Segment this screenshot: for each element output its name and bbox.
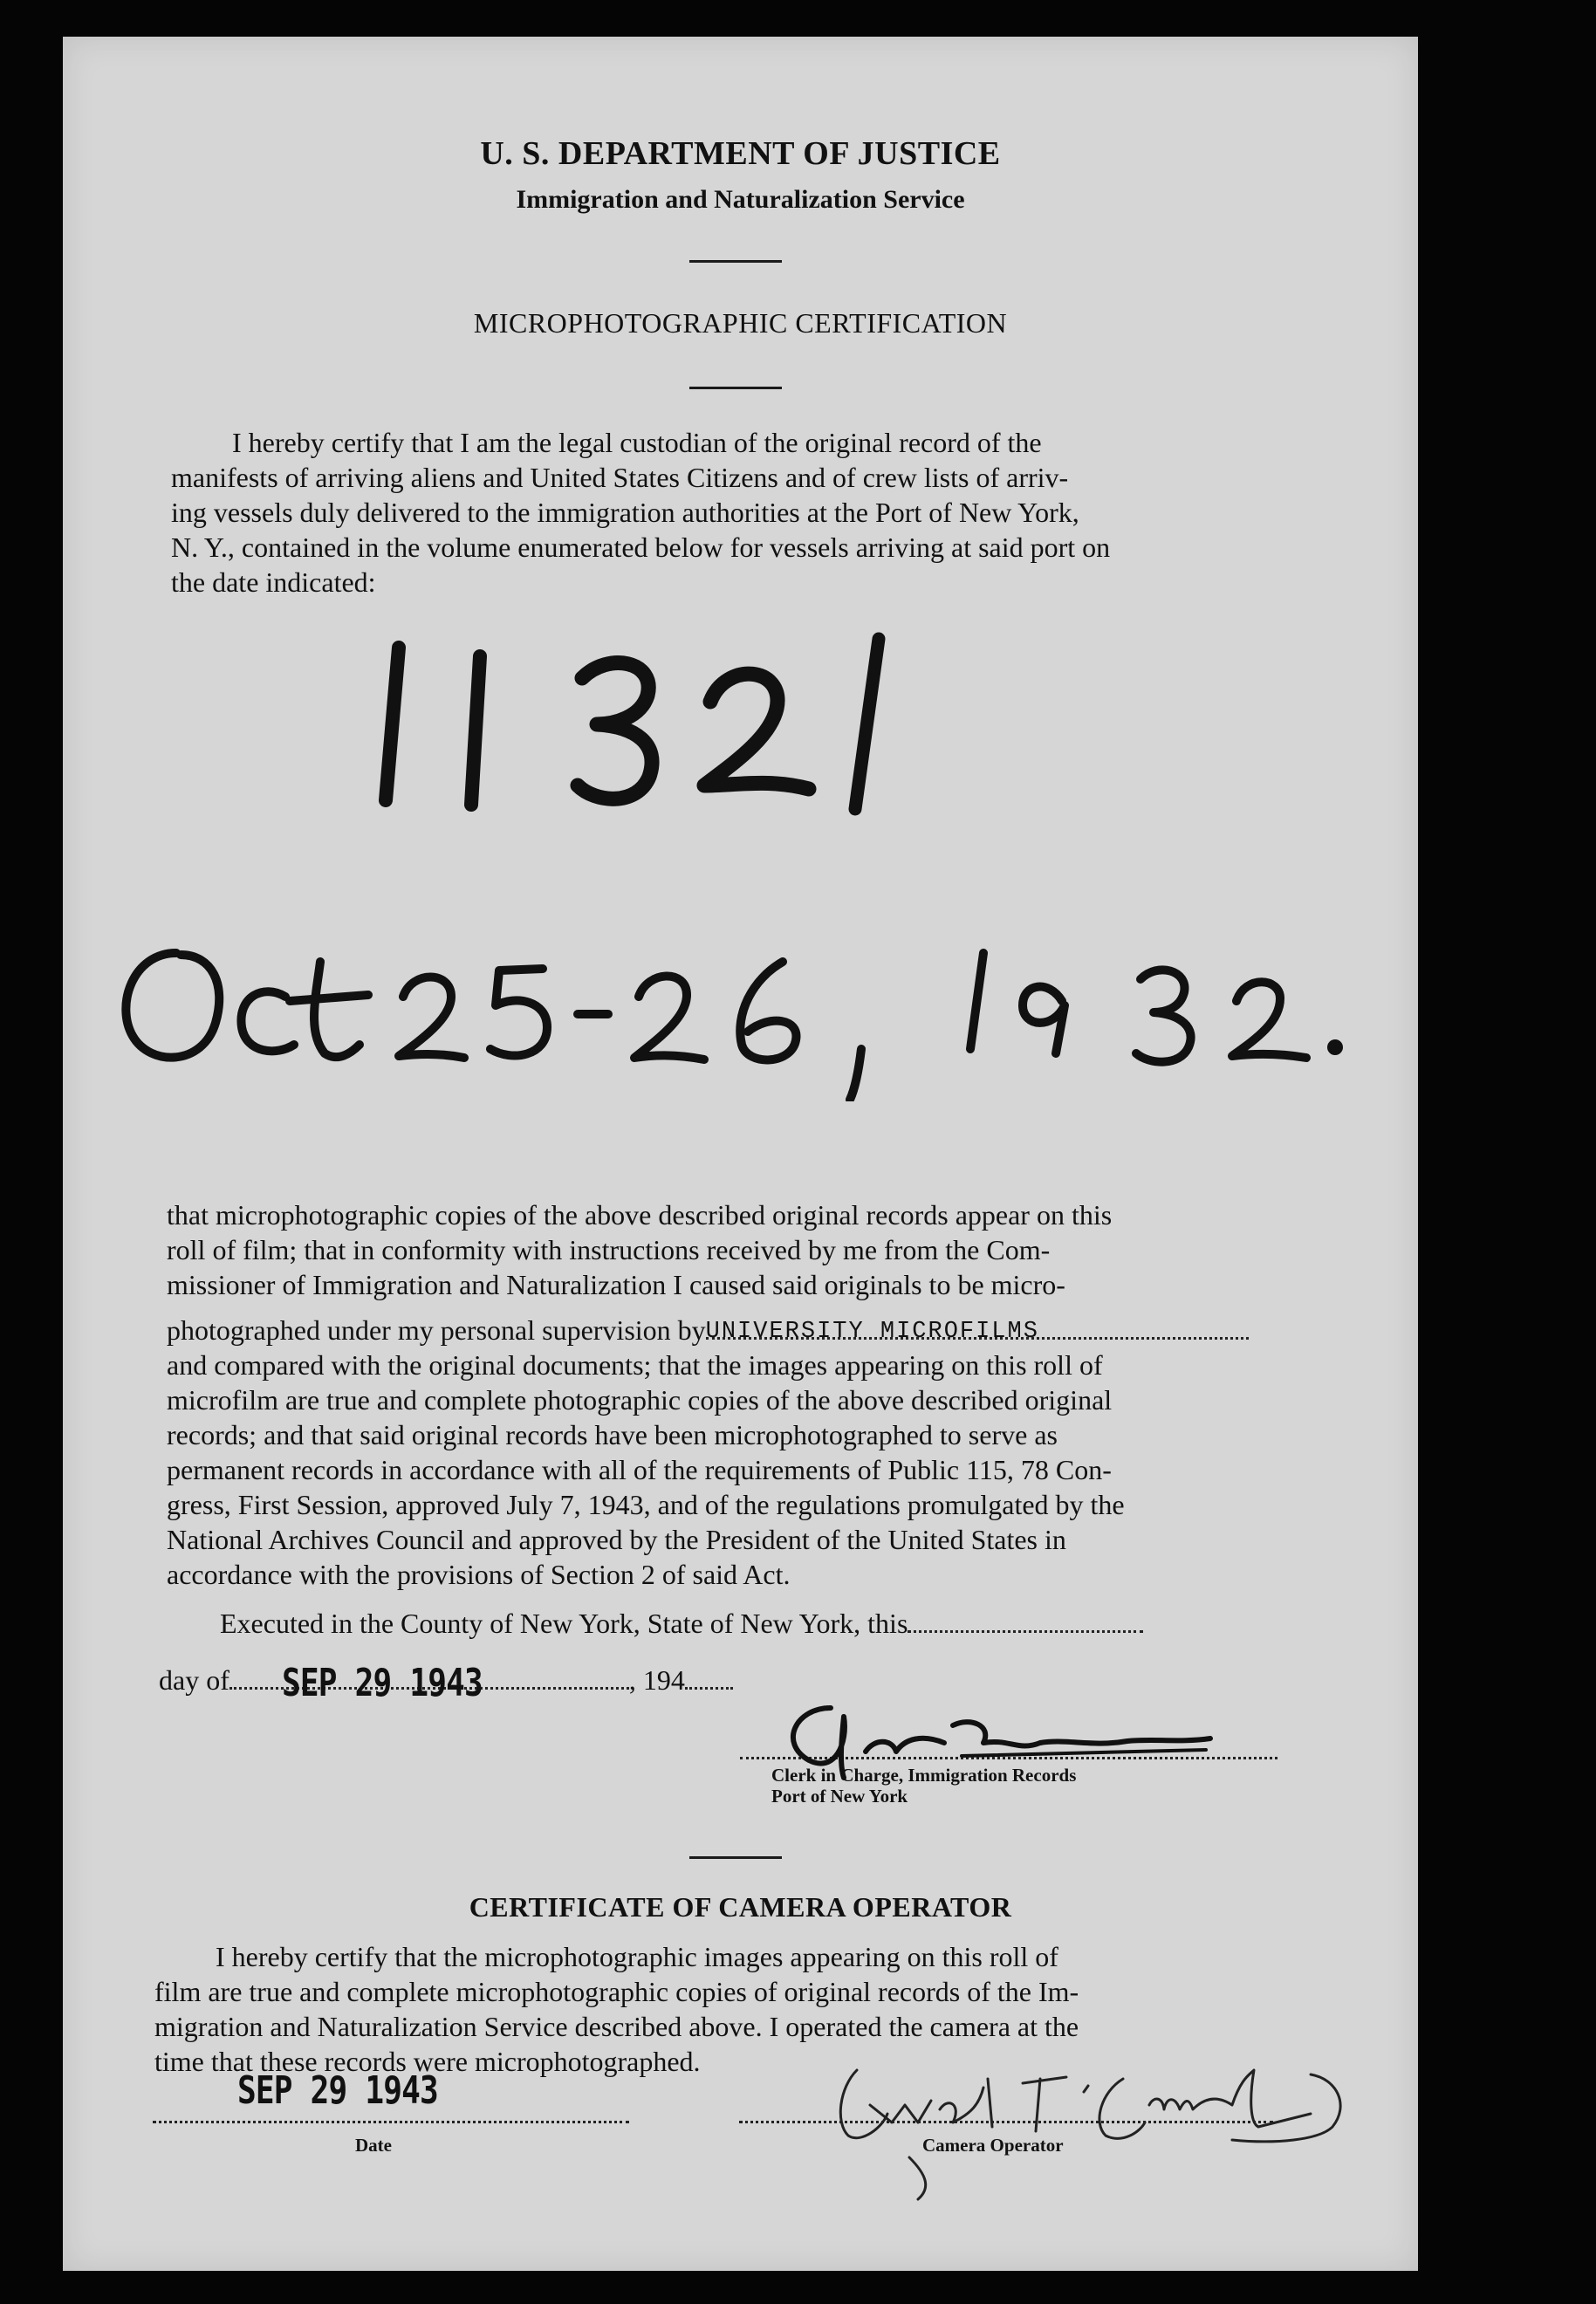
- paragraph-line: roll of film; that in conformity with instructions received by me from the Com-: [167, 1234, 1051, 1265]
- paragraph-line: gress, First Session, approved July 7, 1943, and of the regulations promulgated by the: [167, 1489, 1125, 1520]
- divider: [689, 387, 782, 389]
- custodian-paragraph: [171, 425, 1361, 600]
- paragraph-line: migration and Naturalization Service described above. I operated the camera at the: [154, 2011, 1079, 2042]
- department-title: U. S. DEPARTMENT OF JUSTICE: [480, 135, 1001, 172]
- execution-date-stamp: SEP 29 1943: [281, 1661, 483, 1705]
- paragraph-line: National Archives Council and approved by the President of the United States in: [167, 1524, 1066, 1555]
- year-blank: [685, 1687, 733, 1690]
- paragraph-line: that microphotographic copies of the above described original records appear on this: [167, 1199, 1113, 1231]
- paragraph-line: film are true and complete microphotographic copies of original records of the Im-: [154, 1976, 1079, 2007]
- divider: [689, 1856, 782, 1859]
- clerk-title: Clerk in Charge, Immigration Records: [771, 1765, 1077, 1786]
- date-signature-line: [153, 2089, 629, 2123]
- camera-certificate-heading: CERTIFICATE OF CAMERA OPERATOR: [469, 1891, 1012, 1923]
- certification-title: MICROPHOTOGRAPHIC CERTIFICATION: [473, 307, 1008, 339]
- execution-line: [220, 1608, 1143, 1640]
- paragraph-line: photographed under my personal supervision by: [167, 1314, 706, 1346]
- microfilm-paragraph: [167, 1197, 1364, 1592]
- paragraph-line: manifests of arriving aliens and United States Citizens and of crew lists of arriv-: [171, 462, 1069, 493]
- paragraph-line: and compared with the original documents; that the images appearing on this roll of: [167, 1349, 1103, 1381]
- supervisor-name: UNIVERSITY MICROFILMS: [705, 1319, 1039, 1345]
- supervisor-blank: [705, 1319, 1249, 1345]
- paragraph-line: I hereby certify that I am the legal custodian of the original record of the: [232, 427, 1042, 458]
- day-of-line: [159, 1661, 733, 1705]
- camera-date-stamp: SEP 29 1943: [237, 2068, 438, 2113]
- paragraph-line: accordance with the provisions of Section 2 of said Act.: [167, 1559, 791, 1590]
- operator-signature-line: [739, 2089, 1273, 2123]
- execution-text: Executed in the County of New York, State of New York, this: [220, 1608, 908, 1639]
- divider: [689, 260, 782, 263]
- day-of-blank: [229, 1661, 629, 1705]
- paragraph-line: records; and that said original records have been microphotographed to serve as: [167, 1419, 1058, 1450]
- paragraph-line: N. Y., contained in the volume enumerated below for vessels arriving at said port on: [171, 531, 1111, 563]
- camera-operator-label: Camera Operator: [922, 2135, 1064, 2156]
- handwritten-date-range: [106, 901, 1354, 1101]
- paragraph-line: microfilm are true and complete photographic copies of the above described original: [167, 1384, 1113, 1416]
- handwritten-volume-number: [368, 613, 909, 822]
- paragraph-line: the date indicated:: [171, 566, 376, 598]
- service-subtitle: Immigration and Naturalization Service: [516, 185, 965, 214]
- date-label: Date: [355, 2135, 392, 2156]
- paragraph-line: time that these records were microphotographed.: [154, 2046, 701, 2077]
- paragraph-line: I hereby certify that the microphotographic images appearing on this roll of: [216, 1941, 1058, 1972]
- certification-sheet: [63, 37, 1418, 2271]
- execution-day-blank: [908, 1630, 1143, 1633]
- day-of-label: day of: [159, 1664, 229, 1696]
- paragraph-line: ing vessels duly delivered to the immigration authorities at the Port of New York,: [171, 497, 1079, 528]
- clerk-port: Port of New York: [771, 1786, 908, 1807]
- paragraph-line: missioner of Immigration and Naturalization I caused said originals to be micro-: [167, 1269, 1065, 1300]
- paragraph-line: permanent records in accordance with all of the requirements of Public 115, 78 Con-: [167, 1454, 1112, 1485]
- supervision-line: [167, 1313, 1364, 1347]
- year-label: , 194: [628, 1664, 685, 1696]
